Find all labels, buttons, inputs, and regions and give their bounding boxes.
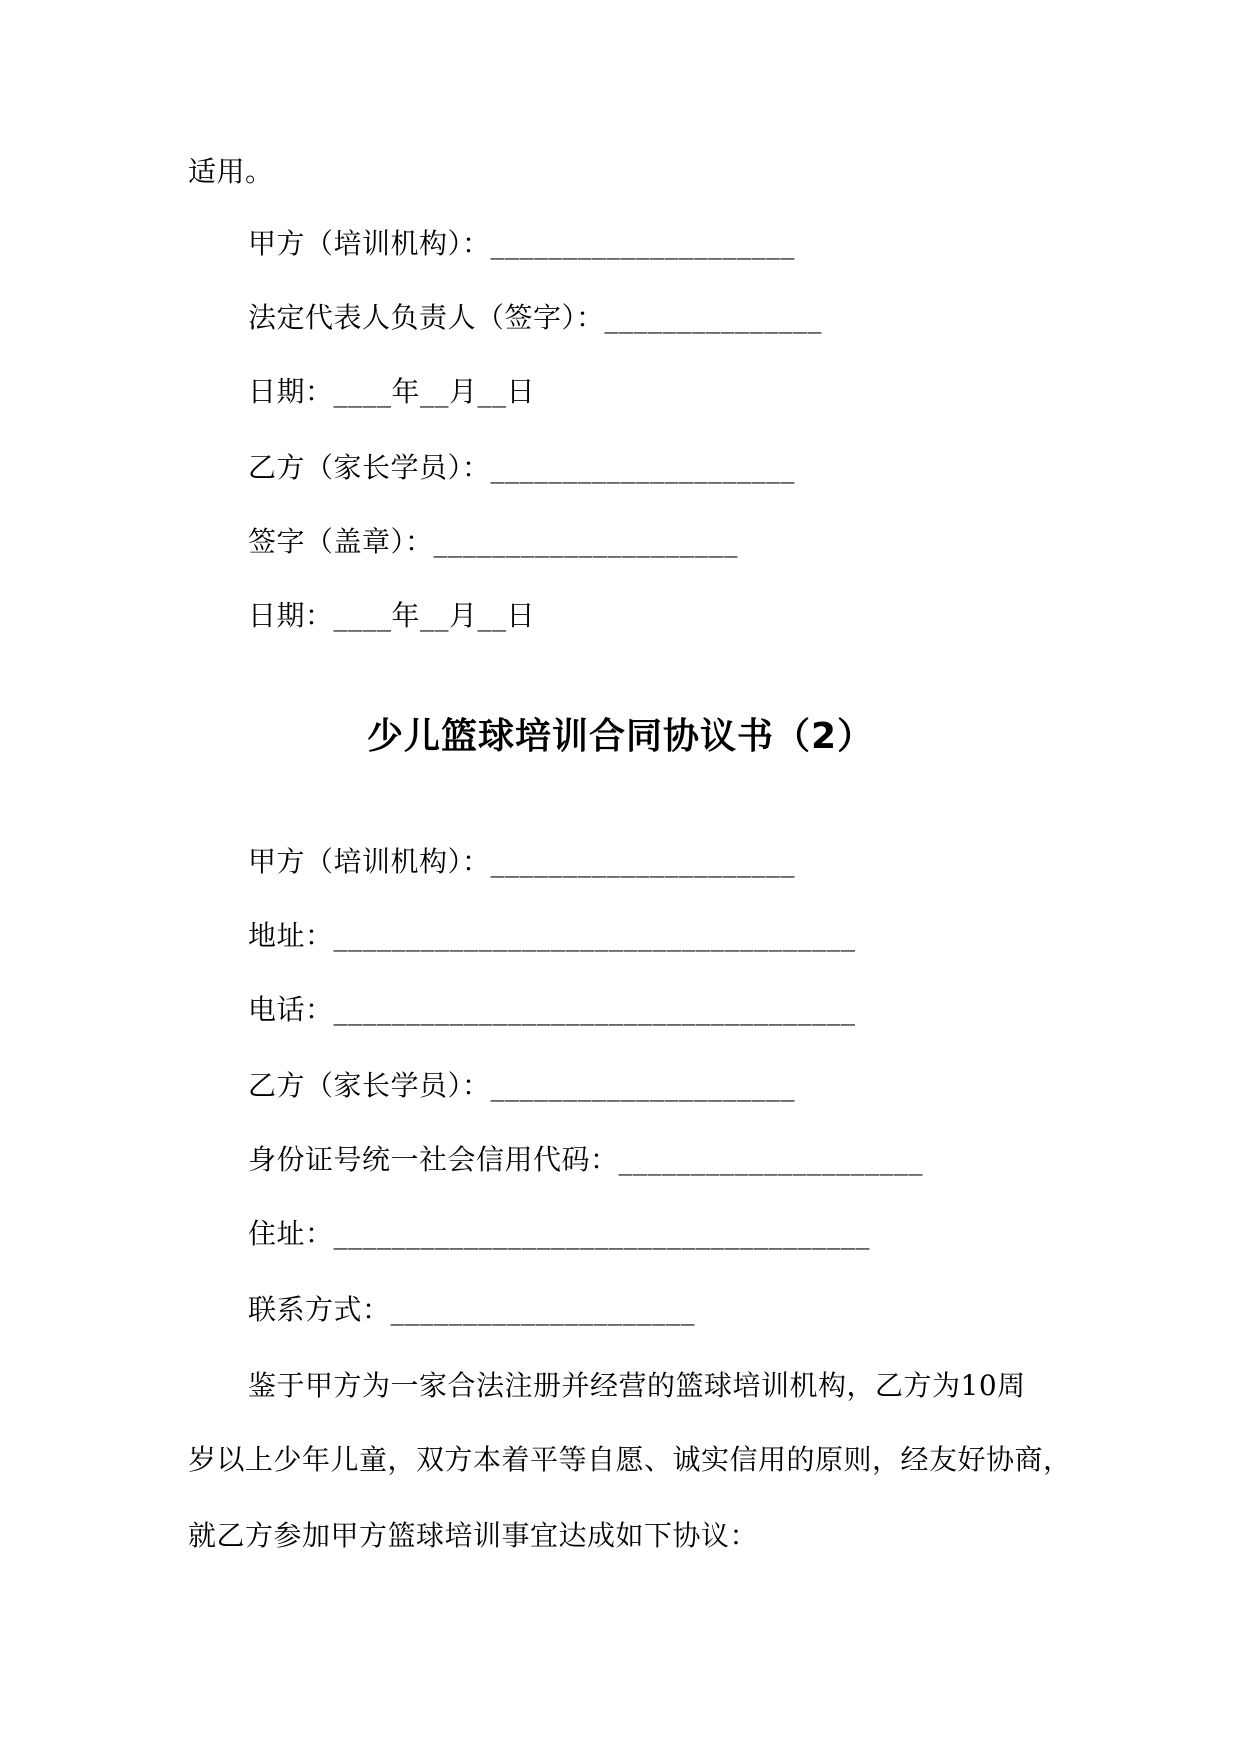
party-a-field-2: 甲方（培训机构）：_____________________ xyxy=(248,845,796,878)
id-number-field: 身份证号统一社会信用代码：_____________________ xyxy=(248,1143,924,1176)
preamble-line-1: 鉴于甲方为一家合法注册并经营的篮球培训机构，乙方为10周 xyxy=(248,1369,1026,1402)
residence-field: 住址：_____________________________________ xyxy=(248,1217,871,1250)
party-b-field: 乙方（家长学员）：_____________________ xyxy=(248,451,796,484)
preamble-line-3: 就乙方参加甲方篮球培训事宜达成如下协议： xyxy=(188,1519,759,1552)
date-field-b: 日期：____年__月__日 xyxy=(248,599,536,632)
address-field: 地址：____________________________________ xyxy=(248,919,856,952)
contract-title: 少儿篮球培训合同协议书（2） xyxy=(366,716,875,757)
date-field-a: 日期：____年__月__日 xyxy=(248,375,536,408)
paragraph-end-text: 适用。 xyxy=(188,155,274,188)
phone-field: 电话：____________________________________ xyxy=(248,993,856,1026)
party-a-field: 甲方（培训机构）：_____________________ xyxy=(248,227,796,260)
party-b-field-2: 乙方（家长学员）：_____________________ xyxy=(248,1069,796,1102)
preamble-line-2: 岁以上少年儿童，双方本着平等自愿、诚实信用的原则，经友好协商， xyxy=(188,1443,1072,1476)
signature-seal-field: 签字（盖章）：_____________________ xyxy=(248,525,739,558)
contact-field: 联系方式：_____________________ xyxy=(248,1293,696,1326)
legal-representative-field: 法定代表人负责人（签字）：_______________ xyxy=(248,301,823,334)
